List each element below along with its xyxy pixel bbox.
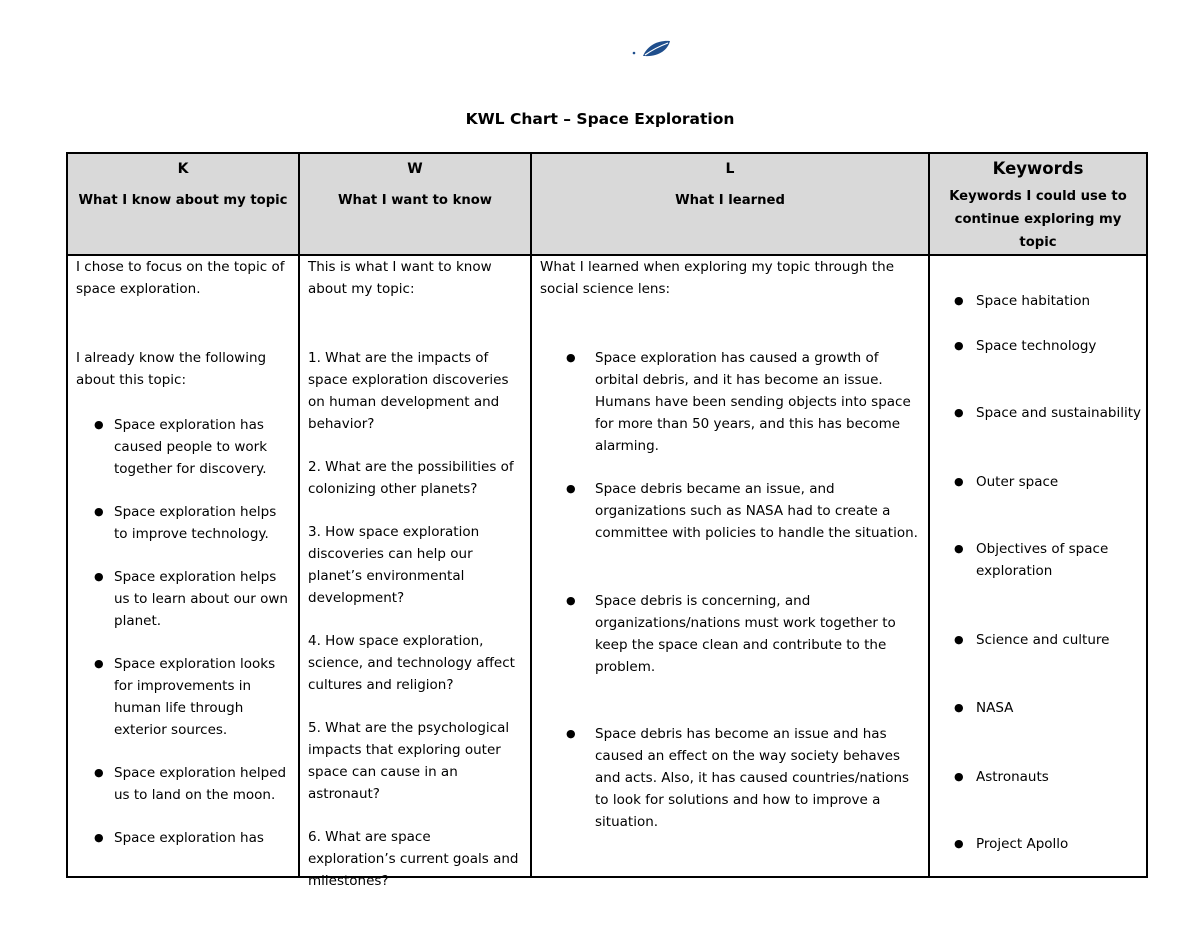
- know-item-text: Space exploration helped us to land on the moon.: [114, 765, 287, 803]
- bullet-icon: ●: [954, 406, 964, 419]
- want-question: 4. How space exploration, science, and technology affect cultures and religion?: [308, 633, 515, 693]
- learned-item-text: Space debris is concerning, and organizations/nations must work together to keep the space clean and contribute to the problem.: [595, 593, 896, 675]
- know-item-text: Space exploration has: [114, 830, 264, 846]
- bullet-icon: ●: [954, 475, 964, 488]
- kwl-content-row: [67, 255, 1147, 877]
- bullet-icon: ●: [954, 542, 964, 555]
- header-keywords-subtitle: Keywords I could use to continue exploring my topic: [949, 189, 1127, 250]
- list-item: [76, 414, 290, 480]
- header-w-subtitle: What I want to know: [338, 193, 492, 208]
- bullet-icon: ●: [566, 727, 576, 740]
- cell-know: [67, 255, 299, 877]
- header-k-subtitle: What I know about my topic: [78, 193, 288, 208]
- bullet-icon: ●: [566, 351, 576, 364]
- header-l-letter: L: [725, 161, 735, 177]
- keyword-text: Objectives of space exploration: [976, 541, 1109, 579]
- document-title: KWL Chart – Space Exploration: [465, 110, 735, 128]
- bullet-icon: ●: [566, 482, 576, 495]
- header-w: [299, 153, 531, 255]
- kwl-table: [66, 152, 1148, 889]
- kwl-header-row: [67, 153, 1147, 255]
- learned-list: [540, 347, 920, 833]
- header-keywords: [929, 153, 1147, 255]
- list-item: [938, 471, 1176, 493]
- know-item-text: Space exploration has caused people to work together for discovery.: [114, 417, 268, 477]
- header-k-letter: K: [177, 161, 189, 177]
- know-intro: I chose to focus on the topic of space exploration.: [76, 259, 285, 297]
- know-item-text: Space exploration looks for improvements in human life through exterior sources.: [114, 656, 276, 738]
- bullet-icon: ●: [94, 570, 104, 583]
- know-lead: I already know the following about this topic:: [76, 350, 267, 388]
- bullet-icon: ●: [954, 633, 964, 646]
- cell-keywords: [929, 255, 1147, 877]
- bullet-icon: ●: [94, 831, 104, 844]
- bullet-icon: ●: [94, 657, 104, 670]
- cell-want: [299, 255, 531, 889]
- header-w-letter: W: [407, 161, 423, 177]
- list-item: [938, 697, 1176, 719]
- keyword-text: Space habitation: [976, 293, 1091, 309]
- keyword-text: NASA: [976, 700, 1014, 716]
- bullet-icon: ●: [954, 770, 964, 783]
- bullet-icon: ●: [954, 339, 964, 352]
- bullet-icon: ●: [94, 505, 104, 518]
- cell-learned: [531, 255, 929, 877]
- bullet-icon: ●: [94, 418, 104, 431]
- list-item: [76, 501, 290, 545]
- learned-intro: What I learned when exploring my topic through the social science lens:: [540, 259, 895, 297]
- leaf-logo-icon: [630, 38, 674, 60]
- keyword-text: Space technology: [976, 338, 1097, 354]
- keyword-text: Space and sustainability: [976, 405, 1141, 421]
- bullet-icon: ●: [954, 701, 964, 714]
- header-l-subtitle: What I learned: [675, 193, 785, 208]
- list-item: [938, 538, 1136, 582]
- list-item: [76, 762, 290, 806]
- want-question: 5. What are the psychological impacts that exploring outer space can cause in an astronaut?: [308, 720, 510, 802]
- keyword-text: Science and culture: [976, 632, 1110, 648]
- list-item: [540, 723, 920, 833]
- keyword-text: Project Apollo: [976, 836, 1069, 852]
- list-item: [76, 653, 290, 741]
- bullet-icon: ●: [954, 294, 964, 307]
- learned-item-text: Space debris became an issue, and organizations such as NASA had to create a committee with policies to handle the situation.: [595, 481, 918, 541]
- want-intro: This is what I want to know about my topic:: [308, 259, 492, 297]
- list-item: [540, 478, 920, 544]
- list-item: [938, 629, 1176, 651]
- header-keywords-letter: Keywords: [992, 159, 1084, 178]
- list-item: [938, 402, 1176, 424]
- list-item: [76, 827, 290, 849]
- list-item: [76, 566, 290, 632]
- bullet-icon: ●: [566, 594, 576, 607]
- learned-item-text: Space debris has become an issue and has caused an effect on the way society behaves and acts. Also, it has caused countries/nations to look for solutions and how to improve a situation.: [595, 726, 910, 830]
- list-item: [938, 335, 1176, 357]
- list-item: [938, 833, 1176, 855]
- keyword-text: Astronauts: [976, 769, 1049, 785]
- know-list: [76, 414, 290, 849]
- header-l: [531, 153, 929, 255]
- keyword-text: Outer space: [976, 474, 1059, 490]
- want-question: 6. What are space exploration’s current goals and milestones?: [308, 829, 519, 889]
- want-question: 1. What are the impacts of space exploration discoveries on human development and behavior?: [308, 350, 509, 432]
- list-item: [540, 347, 920, 457]
- learned-item-text: Space exploration has caused a growth of orbital debris, and it has become an issue. Humans have been sending objects into space for more than 50 years, and this has become alarming.: [595, 350, 911, 454]
- header-k: [67, 153, 299, 255]
- know-item-text: Space exploration helps to improve technology.: [114, 504, 277, 542]
- know-item-text: Space exploration helps us to learn about our own planet.: [114, 569, 288, 629]
- list-item: [540, 590, 920, 678]
- list-item: [938, 290, 1176, 312]
- bullet-icon: ●: [954, 837, 964, 850]
- list-item: [938, 766, 1176, 788]
- bullet-icon: ●: [94, 766, 104, 779]
- want-question: 3. How space exploration discoveries can help our planet’s environmental development?: [308, 524, 480, 606]
- want-question: 2. What are the possibilities of colonizing other planets?: [308, 459, 514, 497]
